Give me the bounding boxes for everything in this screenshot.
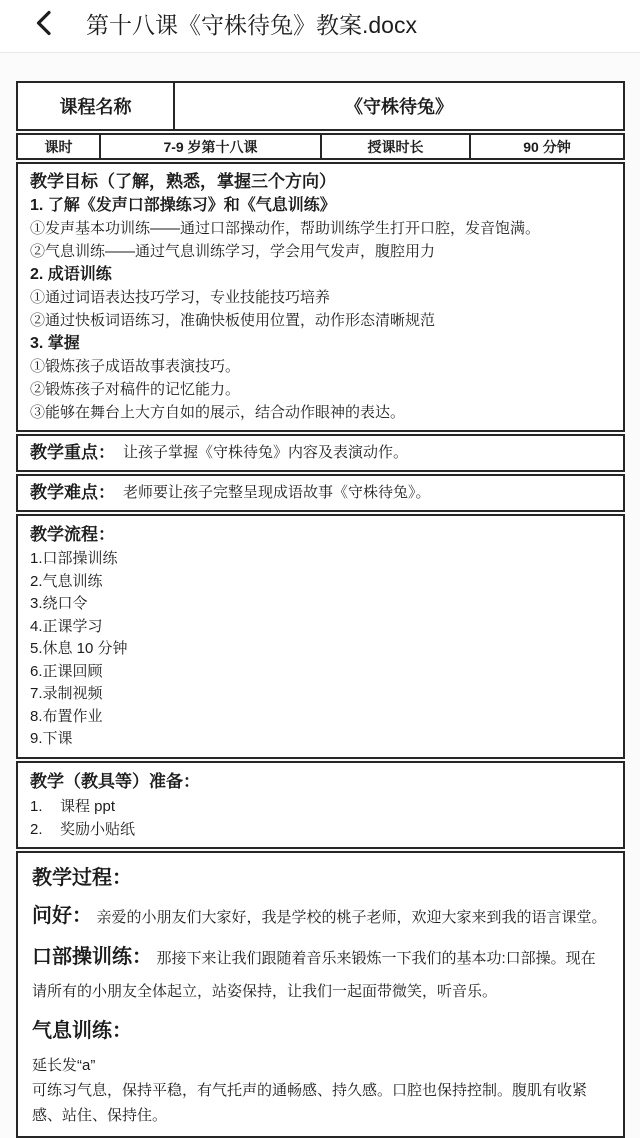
greeting-text: 亲爱的小朋友们大家好，我是学校的桃子老师，欢迎大家来到我的语言课堂。: [96, 908, 607, 926]
table-row-course-name: [16, 81, 625, 131]
objective-item: ③能够在舞台上大方自如的展示，结合动作眼神的表达。: [30, 404, 406, 421]
flow-title: 教学流程：: [30, 525, 115, 544]
difficulty-text: 老师要让孩子完整呈现成语故事《守株待兔》。: [123, 484, 431, 501]
session-label: 课时: [44, 138, 73, 155]
preparation-item-number: 1.: [30, 797, 43, 815]
objectives-title: 教学目标（了解，熟悉，掌握三个方向）: [30, 172, 336, 191]
greeting-label: 问好：: [32, 904, 92, 927]
flow-step: 7.录制视频: [30, 685, 103, 702]
duration-value: 90 分钟: [469, 135, 623, 158]
preparation-item: [30, 795, 611, 818]
breath-line: 延长发“a”: [32, 1056, 96, 1074]
document-page: [0, 53, 640, 1138]
table-row-preparation: [16, 761, 625, 849]
flow-step: 4.正课学习: [30, 617, 103, 635]
preparation-item-text: 奖励小贴纸: [60, 820, 136, 838]
document-title: 第十八课《守株待兔》教案.docx: [86, 11, 417, 38]
objective-item: ①通过词语表达技巧学习，专业技能技巧培养: [30, 289, 331, 306]
preparation-item-text: 课程 ppt: [60, 797, 116, 815]
table-row-flow: [16, 514, 625, 759]
duration-label: 授课时长: [320, 135, 469, 158]
table-row-session: [16, 133, 625, 160]
app-header: [0, 0, 640, 53]
objective-item: 1. 了解《发声口部操练习》和《气息训练》: [30, 197, 336, 214]
breath-line: 可练习气息，保持平稳，有气托声的通畅感、持久感。口腔也保持控制。腹肌有收紧感、站住、保持住。: [32, 1081, 588, 1124]
table-row-process: [16, 851, 625, 1138]
process-breath-training: [32, 1015, 609, 1049]
objective-item: 3. 掌握: [30, 335, 80, 352]
table-row-difficulty: [16, 474, 625, 512]
mouth-exercise-label: 口部操训练：: [32, 945, 152, 968]
flow-step: 2.气息训练: [30, 572, 103, 590]
objective-item: ①锻炼孩子成语故事表演技巧。: [30, 358, 241, 375]
objective-item: 2. 成语训练: [30, 266, 112, 283]
mouth-exercise-text: 那接下来让我们跟随着音乐来锻炼一下我们的基本功:口部操。现在请所有的小朋友全体起立，站姿保持，让我们一起面带微笑，听音乐。: [32, 949, 596, 1000]
back-button[interactable]: [34, 7, 64, 39]
key-point-label: 教学重点：: [30, 443, 115, 462]
flow-step: 1.口部操训练: [30, 550, 118, 567]
session-value: 7-9 岁第十八课: [99, 135, 320, 158]
difficulty-label: 教学难点：: [30, 483, 115, 502]
key-point-text: 让孩子掌握《守株待兔》内容及表演动作。: [123, 444, 409, 461]
flow-step: 5.休息 10 分钟: [30, 640, 128, 657]
course-name-value: 《守株待兔》: [173, 83, 623, 129]
objective-item: ①发声基本功训练——通过口部操动作，帮助训练学生打开口腔，发音饱满。: [30, 220, 541, 237]
objective-item: ②锻炼孩子对稿件的记忆能力。: [30, 381, 241, 398]
chevron-left-icon: [34, 9, 53, 37]
flow-step: 9.下课: [30, 730, 73, 747]
process-greeting: [32, 900, 609, 934]
course-name-label: 课程名称: [59, 97, 132, 117]
preparation-title: 教学（教具等）准备：: [30, 771, 200, 791]
process-title: 教学过程：: [32, 866, 132, 889]
process-mouth-exercise: [32, 941, 609, 1008]
preparation-item-number: 2.: [30, 820, 43, 838]
objective-item: ②通过快板词语练习，准确快板使用位置，动作形态清晰规范: [30, 312, 436, 329]
table-row-key-point: [16, 434, 625, 472]
objective-item: ②气息训练——通过气息训练学习，学会用气发声，腹腔用力: [30, 243, 436, 260]
preparation-item: [30, 818, 611, 841]
table-row-objectives: [16, 162, 625, 432]
flow-step: 8.布置作业: [30, 707, 103, 725]
breath-training-label: 气息训练：: [32, 1019, 132, 1042]
flow-step: 3.绕口令: [30, 595, 88, 612]
flow-step: 6.正课回顾: [30, 662, 103, 680]
